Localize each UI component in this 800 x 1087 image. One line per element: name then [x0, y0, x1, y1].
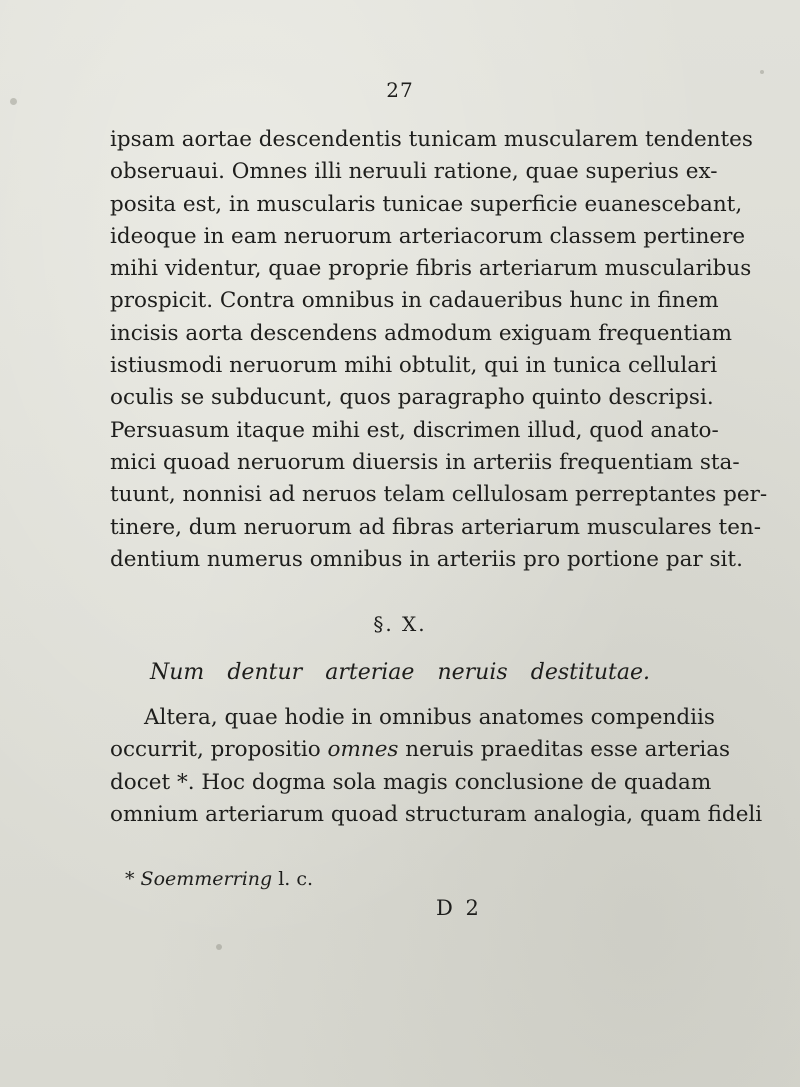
paper-stain [760, 70, 764, 74]
text-line: ipsam aortae descendentis tunicam muscularem tendentes [110, 127, 753, 152]
text-line: docet *. Hoc dogma sola magis conclusione de quadam [110, 769, 712, 795]
signature-mark: D 2 [436, 896, 482, 920]
footnote-author: Soemmerring [140, 868, 273, 890]
text-run: occurrit, propositio [110, 737, 328, 763]
text-line: dentium numerus omnibus in arteriis pro portione par sit. [110, 546, 743, 572]
text-line: obseruaui. Omnes illi neruuli ratione, quae superius ex- [110, 159, 718, 185]
text-line: incisis aorta descendens admodum exiguam frequentiam [110, 320, 733, 346]
footnote [125, 868, 313, 890]
text-line: mihi videntur, quae proprie fibris arteriarum muscularibus [110, 256, 752, 282]
text-run: neruis praeditas esse arterias [398, 737, 731, 763]
paragraph-2 [110, 702, 763, 831]
text-line [110, 734, 731, 766]
emphasis-omnes: omnes [327, 737, 399, 763]
text-line: ideoque in eam neruorum arteriacorum classem pertinere [110, 223, 746, 249]
text-line: Persuasum itaque mihi est, discrimen illud, quod anato- [110, 417, 719, 443]
text-line: tinere, dum neruorum ad fibras arteriarum musculares ten- [110, 514, 762, 540]
paper-stain [216, 944, 222, 950]
section-mark: §. X. [373, 612, 427, 636]
text-line: posita est, in muscularis tunicae superficie euanescebant, [110, 191, 743, 217]
footnote-reference: l. c. [278, 868, 314, 890]
page-number: 27 [386, 78, 414, 102]
section-title: Num dentur arteriae neruis destitutae. [150, 660, 650, 685]
text-line: omnium arteriarum quoad structuram analogia, quam fideli [110, 801, 763, 827]
text-line: mici quoad neruorum diuersis in arteriis frequentiam sta- [110, 449, 740, 475]
paragraph-1 [110, 124, 768, 576]
text-line: tuunt, nonnisi ad neruos telam cellulosam perreptantes per- [110, 482, 768, 508]
text-line: oculis se subducunt, quos paragrapho quinto descripsi. [110, 385, 714, 411]
footnote-marker: * [125, 868, 135, 890]
text-line: istiusmodi neruorum mihi obtulit, qui in tunica cellulari [110, 353, 718, 379]
text-line: prospicit. Contra omnibus in cadaueribus hunc in finem [110, 288, 719, 314]
text-line: Altera, quae hodie in omnibus anatomes compendiis [144, 705, 715, 730]
